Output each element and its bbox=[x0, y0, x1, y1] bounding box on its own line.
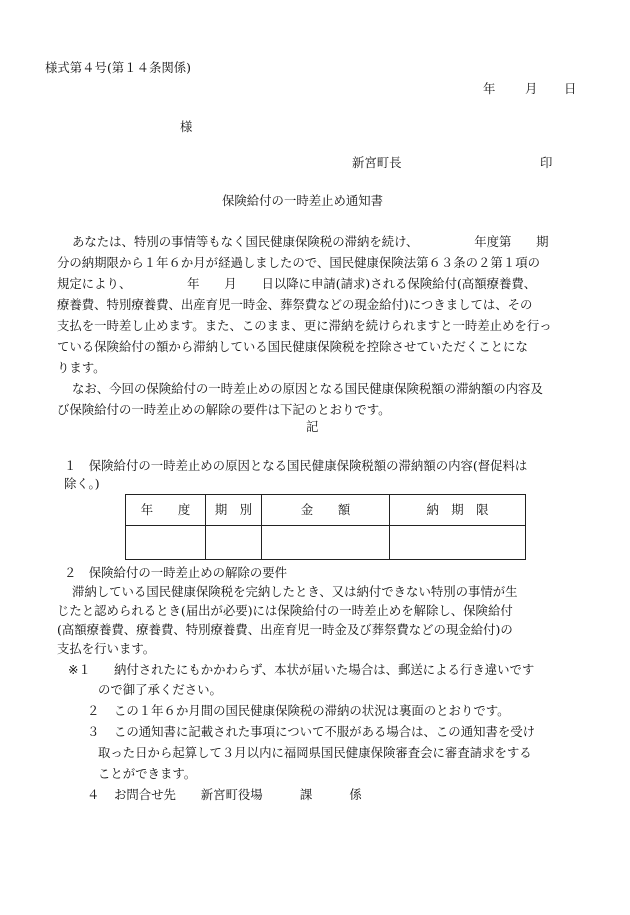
note-1-line: 納付されたにもかかわらず、本状が届いた場合は、郵送による行き違いです bbox=[114, 662, 535, 677]
note-3-line: 取った日から起算して３月以内に福岡県国民健康保険審査会に審査請求をする bbox=[98, 745, 532, 760]
note-3-number: ３ bbox=[87, 724, 100, 739]
document-title: 保険給付の一時差止め通知書 bbox=[222, 193, 384, 208]
date-month-label: 月 bbox=[525, 81, 538, 96]
paragraph-line: ている保険給付の額から滞納している国民健康保険税を控除させていただくことにな bbox=[57, 339, 528, 354]
section-2-line: 支払を行います。 bbox=[57, 641, 156, 656]
section-2-line: じたと認められるとき(届出が必要)には保険給付の一時差止めを解除し、保険給付 bbox=[57, 603, 513, 618]
paragraph-line: 分の納期限から１年６か月が経過しましたので、国民健康保険法第６３条の２第１項の bbox=[57, 255, 540, 270]
note-mark: ※１ bbox=[68, 662, 91, 677]
paragraph-line: あなたは、特別の事情等もなく国民健康保険税の滞納を続け、 年度第 期 bbox=[72, 234, 549, 249]
paragraph-line: 支払を一時差し止めます。また、このまま、更に滞納を続けられますと一時差止めを行っ bbox=[57, 318, 552, 333]
section-1-heading: １ 保険給付の一時差止めの原因となる国民健康保険税額の滞納額の内容(督促料は bbox=[64, 458, 528, 473]
table-header-fiscal-year: 年 度 bbox=[126, 495, 206, 526]
date-year-label: 年 bbox=[483, 81, 496, 96]
arrears-table bbox=[125, 494, 526, 560]
table-cell-period bbox=[206, 526, 262, 560]
paragraph-line: 規定により、 年 月 日以降に申請(請求)される保険給付(高額療養費、 bbox=[57, 276, 537, 291]
ki-heading: 記 bbox=[306, 419, 319, 434]
note-2-number: ２ bbox=[87, 703, 100, 718]
form-number: 様式第４号(第１４条関係) bbox=[45, 60, 191, 75]
table-cell-fiscal-year bbox=[126, 526, 206, 560]
note-4-number: ４ bbox=[87, 787, 100, 802]
table-cell-amount bbox=[262, 526, 390, 560]
note-3-line: ことができます。 bbox=[98, 766, 197, 781]
section-2-heading: ２ 保険給付の一時差止めの解除の要件 bbox=[64, 565, 288, 580]
table-row bbox=[126, 526, 526, 560]
paragraph-line: なお、今回の保険給付の一時差止めの原因となる国民健康保険税額の滞納額の内容及 bbox=[72, 381, 543, 396]
issuer-name: 新宮町長 bbox=[352, 155, 402, 170]
note-3-line: この通知書に記載された事項について不服がある場合は、この通知書を受け bbox=[114, 724, 536, 739]
table-header-period: 期 別 bbox=[206, 495, 262, 526]
table-header-amount: 金 額 bbox=[262, 495, 390, 526]
paragraph-line: 療養費、特別療養費、出産育児一時金、葬祭費などの現金給付)につきましては、その bbox=[57, 297, 533, 312]
date-day-label: 日 bbox=[564, 81, 577, 96]
table-header-due-date: 納 期 限 bbox=[390, 495, 526, 526]
section-2-line: (高額療養費、療養費、特別療養費、出産育児一時金及び葬祭費などの現金給付)の bbox=[57, 622, 513, 637]
table-cell-due-date bbox=[390, 526, 526, 560]
section-1-heading-cont: 除く。) bbox=[64, 476, 100, 491]
note-1-line: ので御了承ください。 bbox=[98, 682, 222, 697]
paragraph-line: び保険給付の一時差止めの解除の要件は下記のとおりです。 bbox=[57, 402, 391, 417]
seal-mark: 印 bbox=[540, 155, 553, 170]
section-2-line: 滞納している国民健康保険税を完納したとき、又は納付できない特別の事情が生 bbox=[72, 584, 518, 599]
note-2-line: この１年６か月間の国民健康保険税の滞納の状況は裏面のとおりです。 bbox=[114, 703, 510, 718]
addressee-suffix: 様 bbox=[180, 119, 193, 134]
paragraph-line: ります。 bbox=[57, 360, 106, 375]
table-header-row bbox=[126, 495, 526, 526]
note-4-contact: お問合せ先 新宮町役場 課 係 bbox=[114, 787, 362, 802]
